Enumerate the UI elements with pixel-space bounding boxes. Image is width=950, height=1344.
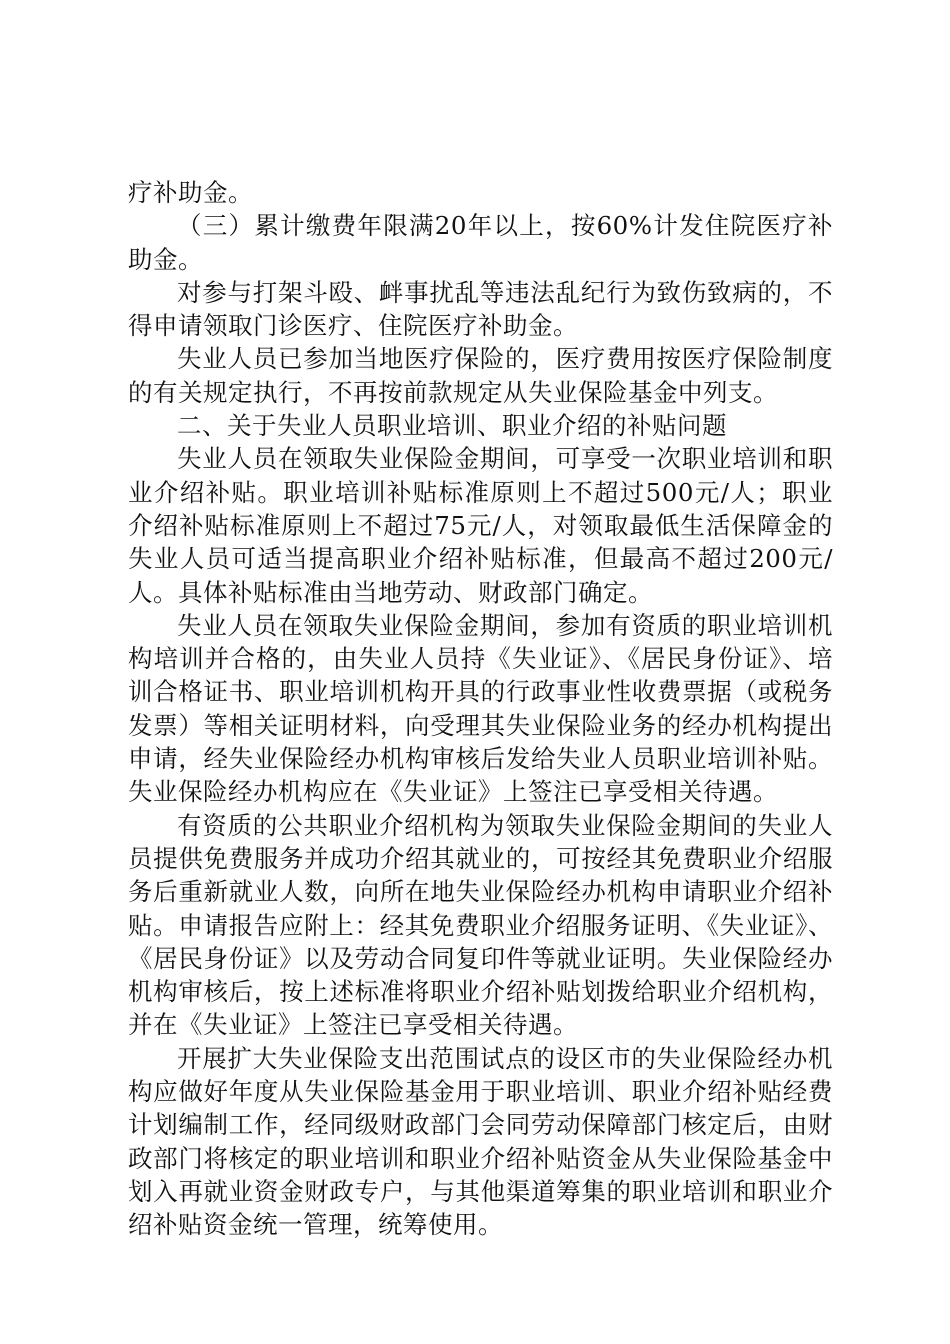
paragraph: 开展扩大失业保险支出范围试点的设区市的失业保险经办机构应做好年度从失业保险基金用于职业培训、职业介绍补贴经费计划编制工作，经同级财政部门会同劳动保障部门核定后，由财政部门将核定的职业培训和职业介绍补贴资金从失业保险基金中划入再就业资金财政专户，与其他渠道筹集的职业培训和职业介绍补贴资金统一管理，统筹使用。 bbox=[128, 1043, 833, 1240]
paragraph: 有资质的公共职业介绍机构为领取失业保险金期间的失业人员提供免费服务并成功介绍其就业的，可按经其免费职业介绍服务后重新就业人数，向所在地失业保险经办机构申请职业介绍补贴。申请报告应附上：经其免费职业介绍服务证明、《失业证》、《居民身份证》以及劳动合同复印件等就业证明。失业保险经办机构审核后，按上述标准将职业介绍补贴划拨给职业介绍机构，并在《失业证》上签注已享受相关待遇。 bbox=[128, 810, 833, 1040]
paragraph: 失业人员在领取失业保险金期间，可享受一次职业培训和职业介绍补贴。职业培训补贴标准原则上不超过500元/人；职业介绍补贴标准原则上不超过75元/人，对领取最低生活保障金的失业人员可适当提高职业介绍补贴标准，但最高不超过200元/人。具体补贴标准由当地劳动、财政部门确定。 bbox=[128, 444, 833, 607]
section-heading: 二、关于失业人员职业培训、职业介绍的补贴问题 bbox=[177, 411, 727, 441]
document-body bbox=[128, 176, 833, 1242]
paragraph: 疗补助金。 bbox=[128, 178, 253, 207]
paragraph: 失业人员已参加当地医疗保险的，医疗费用按医疗保险制度的有关规定执行，不再按前款规定从失业保险基金中列支。 bbox=[128, 344, 833, 407]
paragraph: （三）累计缴费年限满20年以上，按60%计发住院医疗补助金。 bbox=[128, 211, 833, 274]
paragraph: 对参与打架斗殴、衅事扰乱等违法乱纪行为致伤致病的，不得申请领取门诊医疗、住院医疗补助金。 bbox=[128, 277, 833, 341]
paragraph: 失业人员在领取失业保险金期间，参加有资质的职业培训机构培训并合格的，由失业人员持《失业证》、《居民身份证》、培训合格证书、职业培训机构开具的行政事业性收费票据（或税务发票）等相关证明材料，向受理其失业保险业务的经办机构提出申请，经失业保险经办机构审核后发给失业人员职业培训补贴。失业保险经办机构应在《失业证》上签注已享受相关待遇。 bbox=[128, 610, 833, 807]
